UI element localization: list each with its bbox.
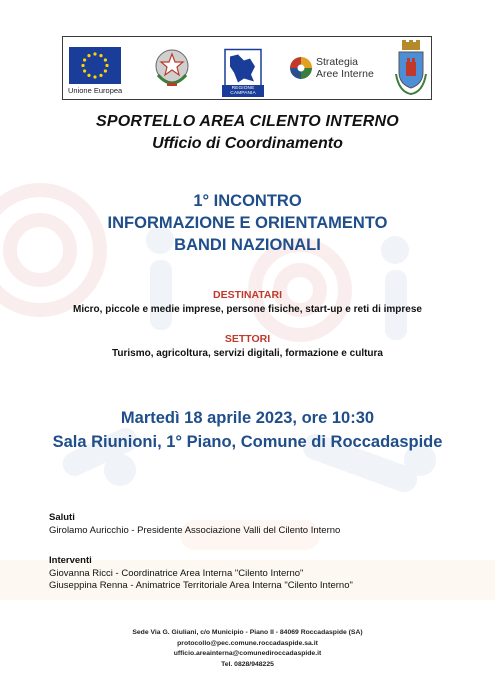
interventi-label: Interventi	[49, 555, 92, 566]
event-place: Sala Riunioni, 1° Piano, Comune di Roccadaspide	[52, 433, 443, 451]
saluti-section	[49, 512, 340, 537]
footer-contacts	[0, 628, 495, 670]
office-subtitle: Ufficio di Coordinamento	[152, 135, 343, 152]
footer-pec[interactable]: protocollo@pec.comune.roccadaspide.sa.it	[177, 639, 318, 647]
event-heading-line2: INFORMAZIONE E ORIENTAMENTO	[107, 214, 388, 232]
footer-email[interactable]: ufficio.areainterna@comunediroccadaspide.it	[173, 650, 322, 657]
strategia-text	[316, 56, 374, 80]
logo-bar	[62, 36, 432, 100]
destinatari-text: Micro, piccole e medie imprese, persone fisiche, start-up e reti di imprese	[72, 304, 422, 315]
footer-phone: Tel. 0828/948225	[221, 660, 274, 668]
event-heading-line3: BANDI NAZIONALI	[174, 236, 321, 254]
italian-emblem-icon	[153, 45, 191, 91]
campania-caption: REGIONE CAMPANIA	[222, 85, 264, 97]
eu-caption: Unione Europea	[68, 86, 123, 95]
destinatari-label: DESTINATARI	[212, 289, 283, 301]
interventi-speaker-2: Giuseppina Renna - Animatrice Territoriale Area Interna "Cilento Interno"	[49, 580, 353, 591]
settori-text: Turismo, agricoltura, servizi digitali, formazione e cultura	[112, 348, 383, 359]
footer-address: Sede Via G. Giuliani, c/o Municipio - Piano II - 84069 Roccadaspide (SA)	[132, 629, 363, 636]
city-crest-icon	[393, 40, 429, 96]
eu-flag-icon	[69, 47, 121, 84]
strategia-line2: Aree Interne	[316, 68, 374, 80]
interventi-speaker-1: Giovanna Ricci - Coordinatrice Area Interna "Cilento Interno"	[49, 567, 304, 579]
saluti-label: Saluti	[49, 512, 75, 523]
interventi-section	[49, 555, 353, 593]
saluti-speaker: Girolamo Auricchio - Presidente Associazione Valli del Cilento Interno	[49, 524, 341, 536]
event-heading-line1: 1° INCONTRO	[193, 192, 302, 210]
office-title: SPORTELLO AREA CILENTO INTERNO	[96, 113, 399, 130]
strategia-logo-icon	[290, 57, 312, 79]
event-heading	[0, 190, 495, 256]
settori-label: SETTORI	[224, 333, 271, 345]
event-date: Martedì 18 aprile 2023, ore 10:30	[120, 409, 375, 427]
strategia-line1: Strategia	[316, 56, 359, 68]
